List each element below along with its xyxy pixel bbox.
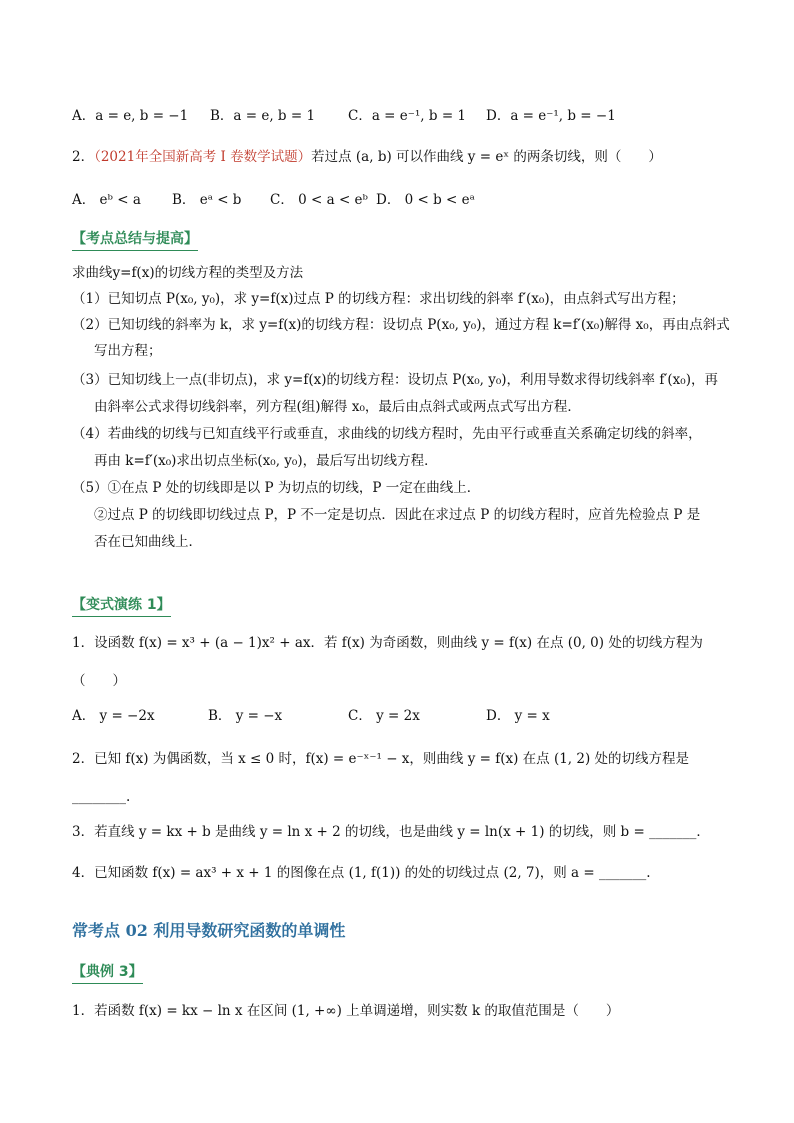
practice-q4: 4．已知函数 f(x) = ax³ + x + 1 的图像在点 (1, f(1)) 的处的切线过点 (2, 7)，则 a = _______. xyxy=(72,865,651,881)
summary-intro: 求曲线y=f(x)的切线方程的类型及方法 xyxy=(72,265,304,281)
summary-item-4-cont: 再由 k=f′(x₀)求出切点坐标(x₀, y₀)，最后写出切线方程． xyxy=(94,453,438,469)
option-a: A．a = e, b = −1 xyxy=(72,108,189,124)
example-q1: 1．若函数 f(x) = kx − ln x 在区间 (1, +∞) 上单调递增，则实数 k 的取值范围是（ ） xyxy=(72,1003,620,1019)
question-text: 若过点 (a, b) 可以作曲线 y = eˣ 的两条切线，则（ ） xyxy=(311,149,662,165)
practice-heading: 【变式演练 1】 xyxy=(72,595,171,617)
question-source: （2021年全国新高考 I 卷数学试题） xyxy=(94,149,312,165)
summary-item-2: （2）已知切线的斜率为 k，求 y=f(x)的切线方程：设切点 P(x₀, y₀)，通过方程 k=f′(x₀)解得 x₀，再由点斜式 xyxy=(72,317,730,333)
summary-item-5: （5）①在点 P 处的切线即是以 P 为切点的切线，P 一定在曲线上． xyxy=(72,480,481,496)
option-d: D．a = e⁻¹, b = −1 xyxy=(486,108,616,124)
q2-option-b: B． eᵃ < b xyxy=(172,192,242,208)
summary-item-3: （3）已知切线上一点(非切点)，求 y=f(x)的切线方程：设切点 P(x₀, y₀)，利用导数求得切线斜率 f′(x₀)，再 xyxy=(72,372,718,388)
summary-item-3-cont: 由斜率公式求得切线斜率，列方程(组)解得 x₀，最后由点斜式或两点式写出方程． xyxy=(94,399,581,415)
practice-q2-blank: ________. xyxy=(72,789,131,805)
question-number: 2． xyxy=(72,149,95,165)
summary-item-2-cont: 写出方程； xyxy=(94,343,162,359)
summary-item-1: （1）已知切点 P(x₀, y₀)，求 y=f(x)过点 P 的切线方程：求出切线的斜率 f′(x₀)，由点斜式写出方程； xyxy=(72,291,685,307)
option-b: B．a = e, b = 1 xyxy=(210,108,316,124)
section-title: 常考点 02 利用导数研究函数的单调性 xyxy=(72,921,346,940)
practice-q1-option-a: A． y = −2x xyxy=(72,708,155,724)
summary-heading: 【考点总结与提高】 xyxy=(72,229,198,251)
practice-q1-paren: （ ） xyxy=(72,673,126,689)
practice-q3: 3．若直线 y = kx + b 是曲线 y = ln x + 2 的切线，也是曲线 y = ln(x + 1) 的切线，则 b = _______． xyxy=(72,824,710,840)
practice-q1: 1．设函数 f(x) = x³ + (a − 1)x² + ax．若 f(x) 为奇函数，则曲线 y = f(x) 在点 (0, 0) 处的切线方程为 xyxy=(72,635,703,651)
practice-q1-option-c: C． y = 2x xyxy=(348,708,420,724)
q2-option-a: A． eᵇ < a xyxy=(72,192,141,208)
practice-q2: 2．已知 f(x) 为偶函数，当 x ≤ 0 时，f(x) = e⁻ˣ⁻¹ − x，则曲线 y = f(x) 在点 (1, 2) 处的切线方程是 xyxy=(72,751,690,767)
summary-item-5-note: ②过点 P 的切线即切线过点 P，P 不一定是切点．因此在求过点 P 的切线方程时，应首先检验点 P 是 xyxy=(94,507,701,523)
practice-q1-option-d: D． y = x xyxy=(486,708,550,724)
summary-item-5-note-cont: 否在已知曲线上． xyxy=(94,534,202,550)
example-heading: 【典例 3】 xyxy=(72,962,143,984)
question-2 xyxy=(72,147,662,167)
summary-item-4: （4）若曲线的切线与已知直线平行或垂直，求曲线的切线方程时，先由平行或垂直关系确定切线的斜率， xyxy=(72,426,702,442)
q2-option-d: D． 0 < b < eᵃ xyxy=(376,192,475,208)
option-c: C．a = e⁻¹, b = 1 xyxy=(348,108,467,124)
q2-option-c: C． 0 < a < eᵇ xyxy=(270,192,368,208)
practice-q1-option-b: B． y = −x xyxy=(208,708,283,724)
